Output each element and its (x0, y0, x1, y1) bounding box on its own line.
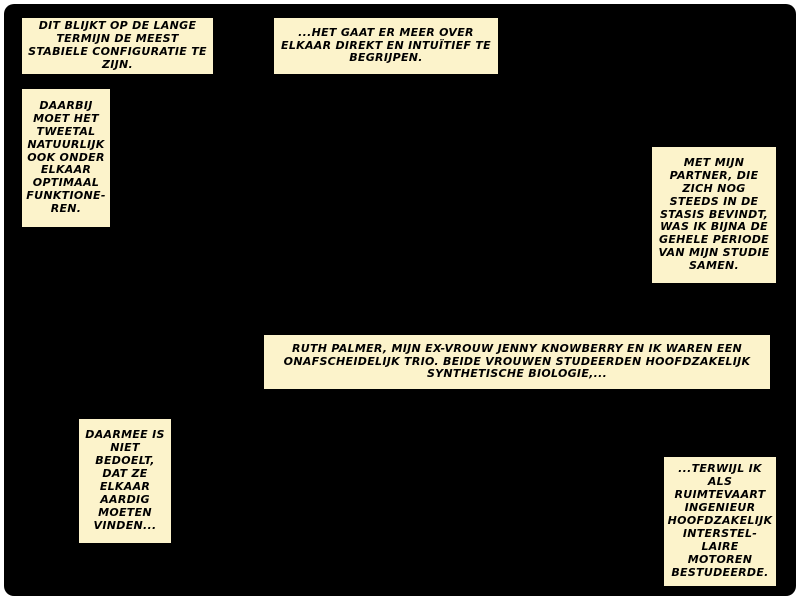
caption-box: ...HET GAAT ER MEER OVER ELKAAR DIREKT EN INTUÏTIEF TE BEGRIJPEN. (272, 16, 500, 76)
caption-box: ...TERWIJL IK ALS RUIMTEVAART INGENIEUR HOOFDZAKELIJK INTERSTEL-LAIRE MOTOREN BESTUDEERDE. (662, 455, 778, 588)
caption-box: DIT BLIJKT OP DE LANGE TERMIJN DE MEEST STABIELE CONFIGURATIE TE ZIJN. (20, 16, 215, 76)
caption-box: MET MIJN PARTNER, DIE ZICH NOG STEEDS IN DE STASIS BEVINDT, WAS IK BIJNA DE GEHELE PERIODE VAN MIJN STUDIE SAMEN. (650, 145, 778, 285)
caption-box: DAARMEE IS NIET BEDOELT, DAT ZE ELKAAR AARDIG MOETEN VINDEN... (77, 417, 173, 545)
caption-box: RUTH PALMER, MIJN EX-VROUW JENNY KNOWBERRY EN IK WAREN EEN ONAFSCHEIDELIJK TRIO. BEIDE VROUWEN STUDEERDEN HOOFDZAKELIJK SYNTHETISCHE BIOLOGIE,... (262, 333, 772, 391)
caption-box: DAARBIJ MOET HET TWEETAL NATUURLIJK OOK ONDER ELKAAR OPTIMAAL FUNKTIONE-REN. (20, 87, 112, 229)
